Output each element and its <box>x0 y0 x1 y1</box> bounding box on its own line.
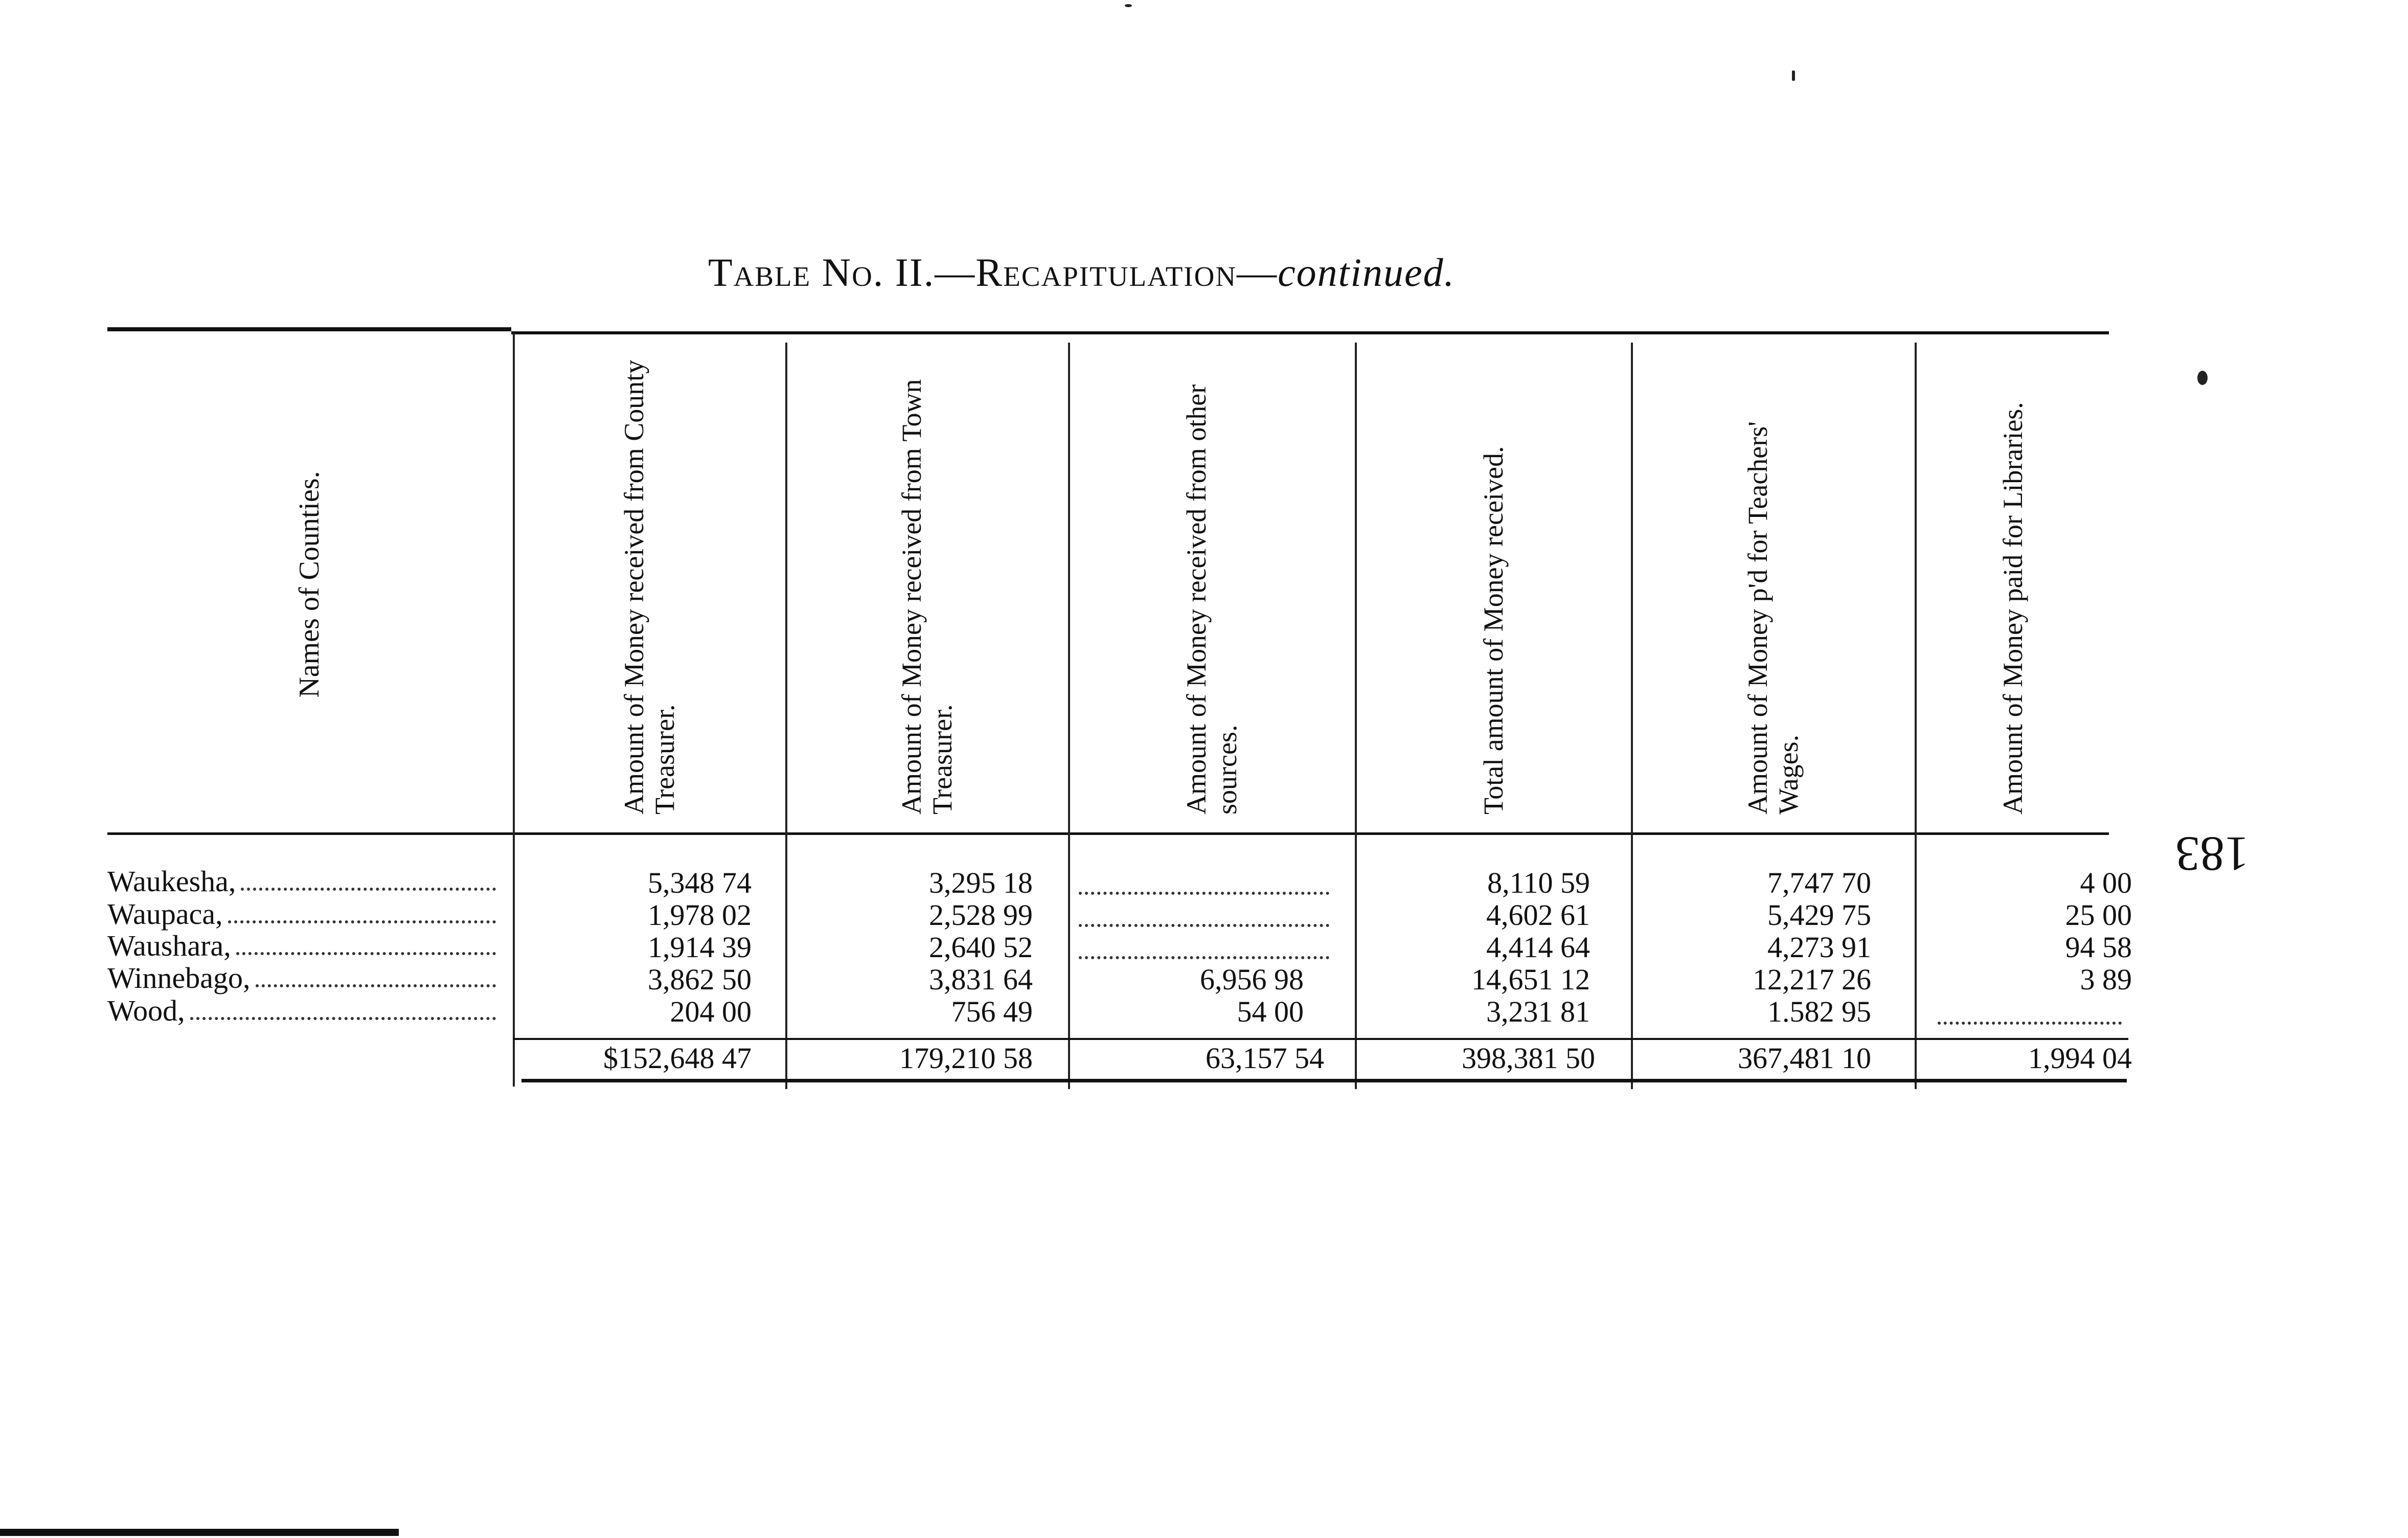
header-total-received-label: Total amount of Money received. <box>1478 446 1509 815</box>
total-other-sources: 63,157 54 <box>1206 1042 1324 1075</box>
header-town-treasurer-label: Amount of Money received from Town Treasurer. <box>896 379 958 815</box>
cell-town-treasurer: 3,831 64 <box>929 963 1033 996</box>
totals-top-rule <box>513 1038 2128 1040</box>
header-other-sources <box>1072 342 1352 827</box>
header-other-sources-label: Amount of Money received from other sources. <box>1181 384 1242 815</box>
cell-libraries-empty <box>1938 1005 2122 1025</box>
totals-bottom-rule <box>521 1079 2127 1082</box>
header-county-label: Names of Counties. <box>293 471 325 698</box>
column-divider-4 <box>1355 343 1357 1089</box>
scan-speck <box>1125 4 1132 7</box>
column-divider-3 <box>1068 343 1070 1089</box>
header-town-treasurer <box>789 342 1065 827</box>
cell-total-received: 4,414 64 <box>1486 931 1590 964</box>
column-divider-6 <box>1915 343 1917 1089</box>
table-row-county <box>107 865 496 898</box>
cell-teachers-wages: 5,429 75 <box>1767 898 1871 932</box>
column-divider-2 <box>785 343 787 1089</box>
county-name: Waupaca, <box>107 897 223 931</box>
cell-libraries: 25 00 <box>2065 898 2132 932</box>
scan-speck <box>1792 71 1795 81</box>
cell-other-sources: 6,956 98 <box>1200 963 1304 996</box>
header-teachers-wages-label: Amount of Money p'd for Teachers' Wages. <box>1742 421 1804 815</box>
top-rule-right <box>511 331 2109 334</box>
total-teachers-wages: 367,481 10 <box>1738 1042 1871 1075</box>
scan-edge <box>0 1529 399 1536</box>
total-county-treasurer: $152,648 47 <box>603 1042 752 1075</box>
cell-town-treasurer: 2,640 52 <box>929 931 1033 964</box>
cell-other-sources-empty <box>1079 875 1329 895</box>
table-row-county <box>107 930 496 962</box>
dot-leader <box>228 905 496 923</box>
cell-town-treasurer: 3,295 18 <box>929 866 1033 899</box>
table-row-county <box>107 994 496 1027</box>
scan-speck <box>2197 371 2208 385</box>
page-number: 183 <box>2175 827 2249 881</box>
cell-county-treasurer: 1,914 39 <box>648 931 752 964</box>
cell-county-treasurer: 1,978 02 <box>648 898 752 932</box>
header-county-treasurer <box>516 342 782 827</box>
header-total-received <box>1358 342 1628 827</box>
cell-total-received: 8,110 59 <box>1487 866 1590 899</box>
header-bottom-rule <box>107 832 2109 835</box>
total-town-treasurer: 179,210 58 <box>899 1042 1033 1075</box>
cell-teachers-wages: 7,747 70 <box>1767 866 1871 899</box>
cell-other-sources: 54 00 <box>1237 995 1304 1028</box>
header-teachers-wages <box>1634 342 1912 827</box>
county-name: Waushara, <box>107 929 231 962</box>
cell-town-treasurer: 756 49 <box>951 995 1033 1028</box>
header-libraries <box>1918 342 2107 827</box>
table-title-italic: continued. <box>1278 250 1456 295</box>
dot-leader <box>241 872 496 891</box>
cell-town-treasurer: 2,528 99 <box>929 898 1033 932</box>
cell-libraries: 3 89 <box>2080 963 2132 996</box>
top-rule-left <box>107 327 511 331</box>
cell-county-treasurer: 5,348 74 <box>648 866 752 899</box>
column-divider-1 <box>513 332 515 1087</box>
column-divider-5 <box>1631 343 1633 1089</box>
county-name: Winnebago, <box>107 961 251 994</box>
cell-total-received: 14,651 12 <box>1471 963 1590 996</box>
table-title <box>708 250 1455 296</box>
cell-county-treasurer: 204 00 <box>670 995 752 1028</box>
cell-teachers-wages: 1.582 95 <box>1767 995 1871 1028</box>
cell-teachers-wages: 12,217 26 <box>1753 963 1871 996</box>
header-libraries-label: Amount of Money paid for Libraries. <box>1997 402 2028 815</box>
table-row-county <box>107 962 496 994</box>
dot-leader <box>236 937 496 955</box>
cell-county-treasurer: 3,862 50 <box>648 963 752 996</box>
total-total-received: 398,381 50 <box>1462 1042 1595 1075</box>
cell-libraries: 4 00 <box>2080 866 2132 899</box>
cell-total-received: 4,602 61 <box>1486 898 1590 932</box>
dot-leader <box>190 1002 496 1020</box>
header-county <box>107 342 511 827</box>
dot-leader <box>256 969 496 987</box>
cell-other-sources-empty <box>1079 940 1329 959</box>
header-county-treasurer-label: Amount of Money received from County Treasurer. <box>619 359 680 815</box>
county-name: Wood, <box>107 994 185 1027</box>
cell-teachers-wages: 4,273 91 <box>1767 931 1871 964</box>
table-row-county <box>107 898 496 931</box>
cell-total-received: 3,231 81 <box>1486 995 1590 1028</box>
cell-libraries: 94 58 <box>2065 931 2132 964</box>
cell-other-sources-empty <box>1079 908 1329 927</box>
total-libraries: 1,994 04 <box>2028 1042 2132 1075</box>
table-title-main: Table No. II.—Recapitulation— <box>708 250 1278 295</box>
county-name: Waukesha, <box>107 865 236 898</box>
